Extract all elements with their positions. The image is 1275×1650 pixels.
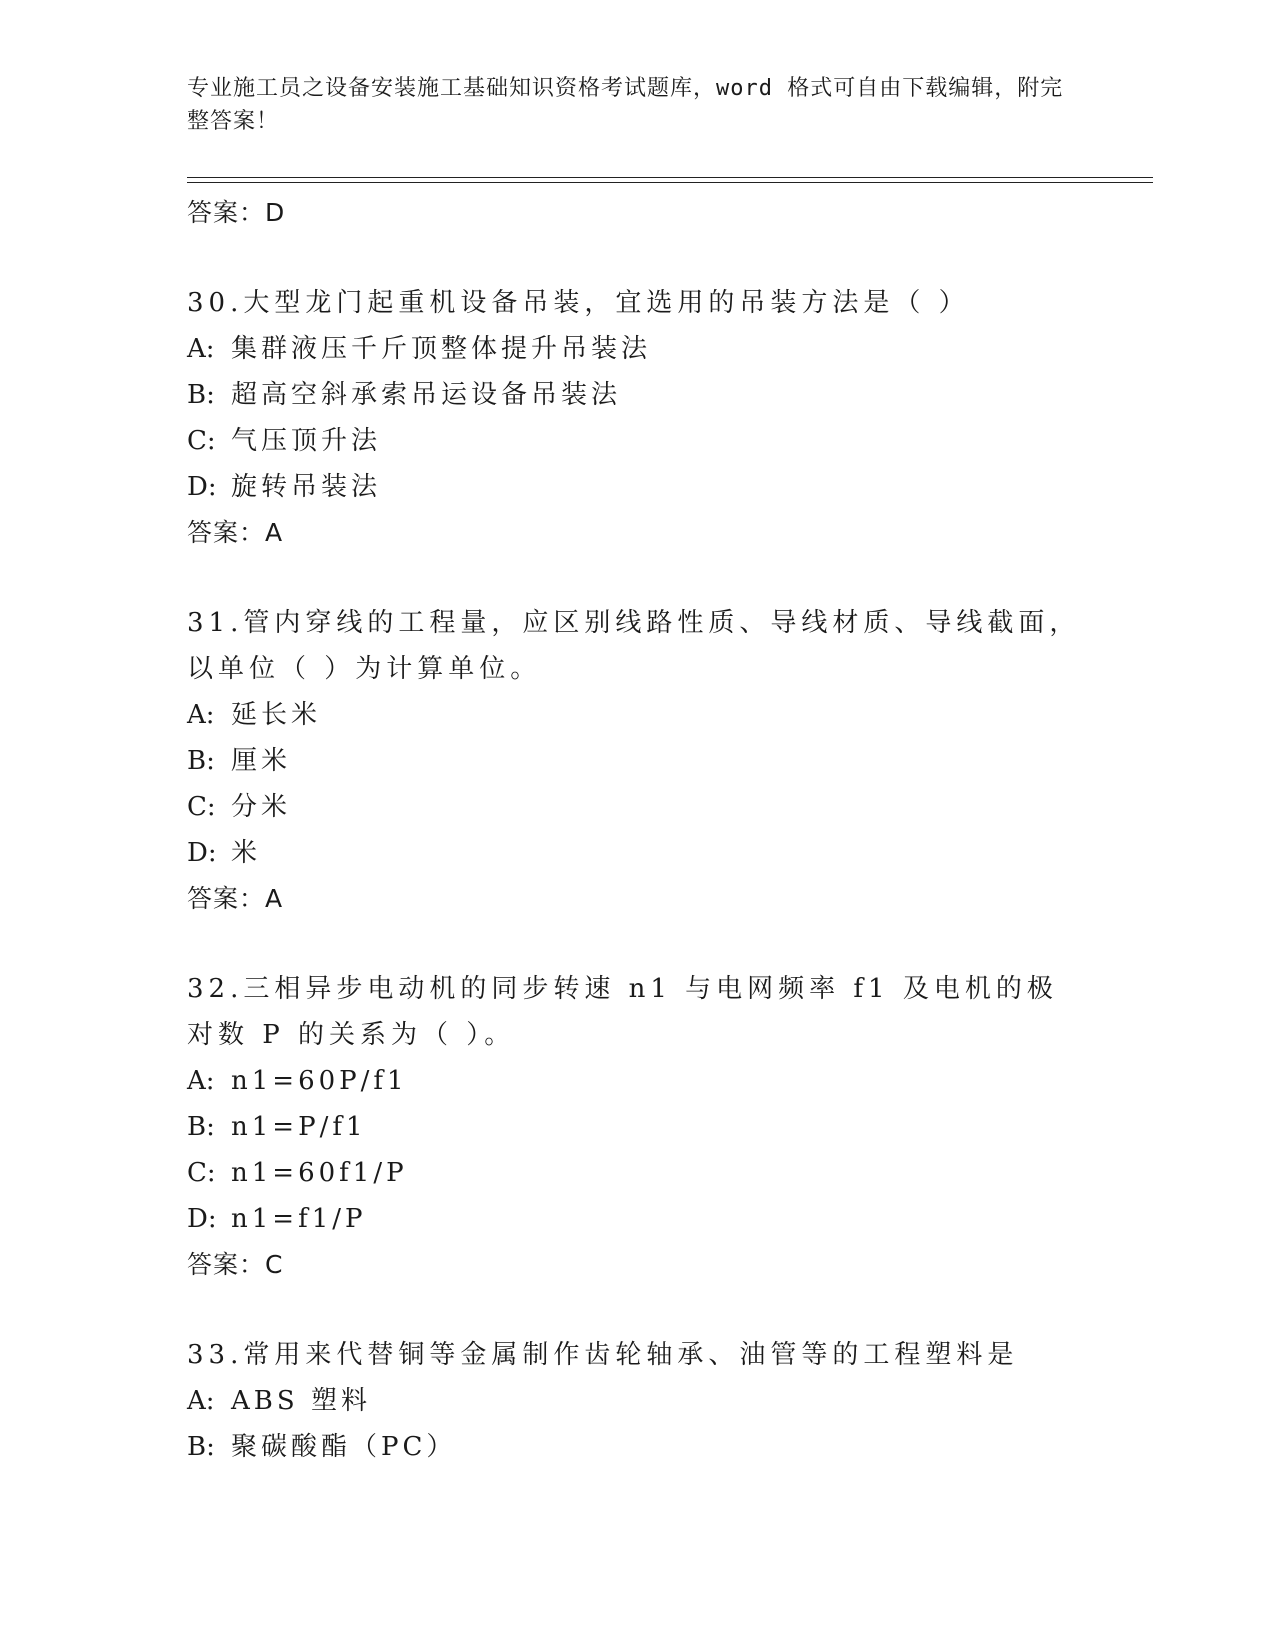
option-text: 集群液压千斤顶整体提升吊装法 xyxy=(231,334,652,364)
option-c xyxy=(187,418,1087,464)
option-d xyxy=(187,464,1087,510)
option-letter: D: xyxy=(187,838,217,868)
option-c xyxy=(187,784,1087,830)
header-rule-bottom xyxy=(187,182,1153,183)
option-letter: B: xyxy=(187,746,215,776)
option-text: n1=60f1/P xyxy=(231,1158,408,1188)
option-text: n1=P/f1 xyxy=(231,1112,367,1142)
question-stem: 33.常用来代替铜等金属制作齿轮轴承、油管等的工程塑料是 xyxy=(187,1340,1019,1370)
option-letter: C: xyxy=(187,1158,216,1188)
option-b xyxy=(187,1104,1087,1150)
question-31 xyxy=(187,600,1087,922)
question-stem: 30.大型龙门起重机设备吊装，宜选用的吊装方法是（ ） xyxy=(187,288,970,318)
question-33 xyxy=(187,1332,1087,1470)
question-30 xyxy=(187,280,1087,556)
option-text: 厘米 xyxy=(231,746,292,776)
option-letter: A: xyxy=(187,1386,215,1416)
answer-line: 答案：D xyxy=(187,198,286,227)
option-text: 超高空斜承索吊运设备吊装法 xyxy=(231,380,622,410)
option-b xyxy=(187,372,1087,418)
option-letter: C: xyxy=(187,792,216,822)
option-a xyxy=(187,1058,1087,1104)
option-a xyxy=(187,326,1087,372)
header-rule-top xyxy=(187,177,1153,178)
option-letter: D: xyxy=(187,472,217,502)
question-stem: 32.三相异步电动机的同步转速 n1 与电网频率 f1 及电机的极对数 P 的关系为（ ）。 xyxy=(187,974,1058,1050)
option-letter: B: xyxy=(187,1432,215,1462)
option-text: 旋转吊装法 xyxy=(231,472,382,502)
option-text: 米 xyxy=(231,838,262,868)
option-letter: A: xyxy=(187,1066,215,1096)
option-text: 分米 xyxy=(231,792,292,822)
question-32 xyxy=(187,966,1087,1288)
option-a xyxy=(187,692,1087,738)
option-text: n1=f1/P xyxy=(231,1204,367,1234)
option-c xyxy=(187,1150,1087,1196)
option-letter: A: xyxy=(187,334,215,364)
question-stem: 31.管内穿线的工程量，应区别线路性质、导线材质、导线截面，以单位（ ）为计算单位。 xyxy=(187,608,1081,684)
answer-line: 答案：C xyxy=(187,1250,284,1279)
option-a xyxy=(187,1378,1087,1424)
option-letter: C: xyxy=(187,426,216,456)
option-d xyxy=(187,830,1087,876)
page-header: 专业施工员之设备安装施工基础知识资格考试题库，word 格式可自由下载编辑，附完整答案！ xyxy=(187,76,1064,134)
option-text: n1=60P/f1 xyxy=(231,1066,408,1096)
option-letter: B: xyxy=(187,380,215,410)
option-b xyxy=(187,1424,1087,1470)
option-b xyxy=(187,738,1087,784)
document-body xyxy=(187,190,1087,1470)
answer-line: 答案：A xyxy=(187,518,284,547)
option-text: 聚碳酸酯（PC） xyxy=(231,1432,457,1462)
answer-line: 答案：A xyxy=(187,884,284,913)
option-d xyxy=(187,1196,1087,1242)
option-text: 气压顶升法 xyxy=(231,426,382,456)
option-text: 延长米 xyxy=(231,700,322,730)
option-letter: A: xyxy=(187,700,215,730)
option-text: ABS 塑料 xyxy=(231,1386,371,1416)
option-letter: D: xyxy=(187,1204,217,1234)
option-letter: B: xyxy=(187,1112,215,1142)
